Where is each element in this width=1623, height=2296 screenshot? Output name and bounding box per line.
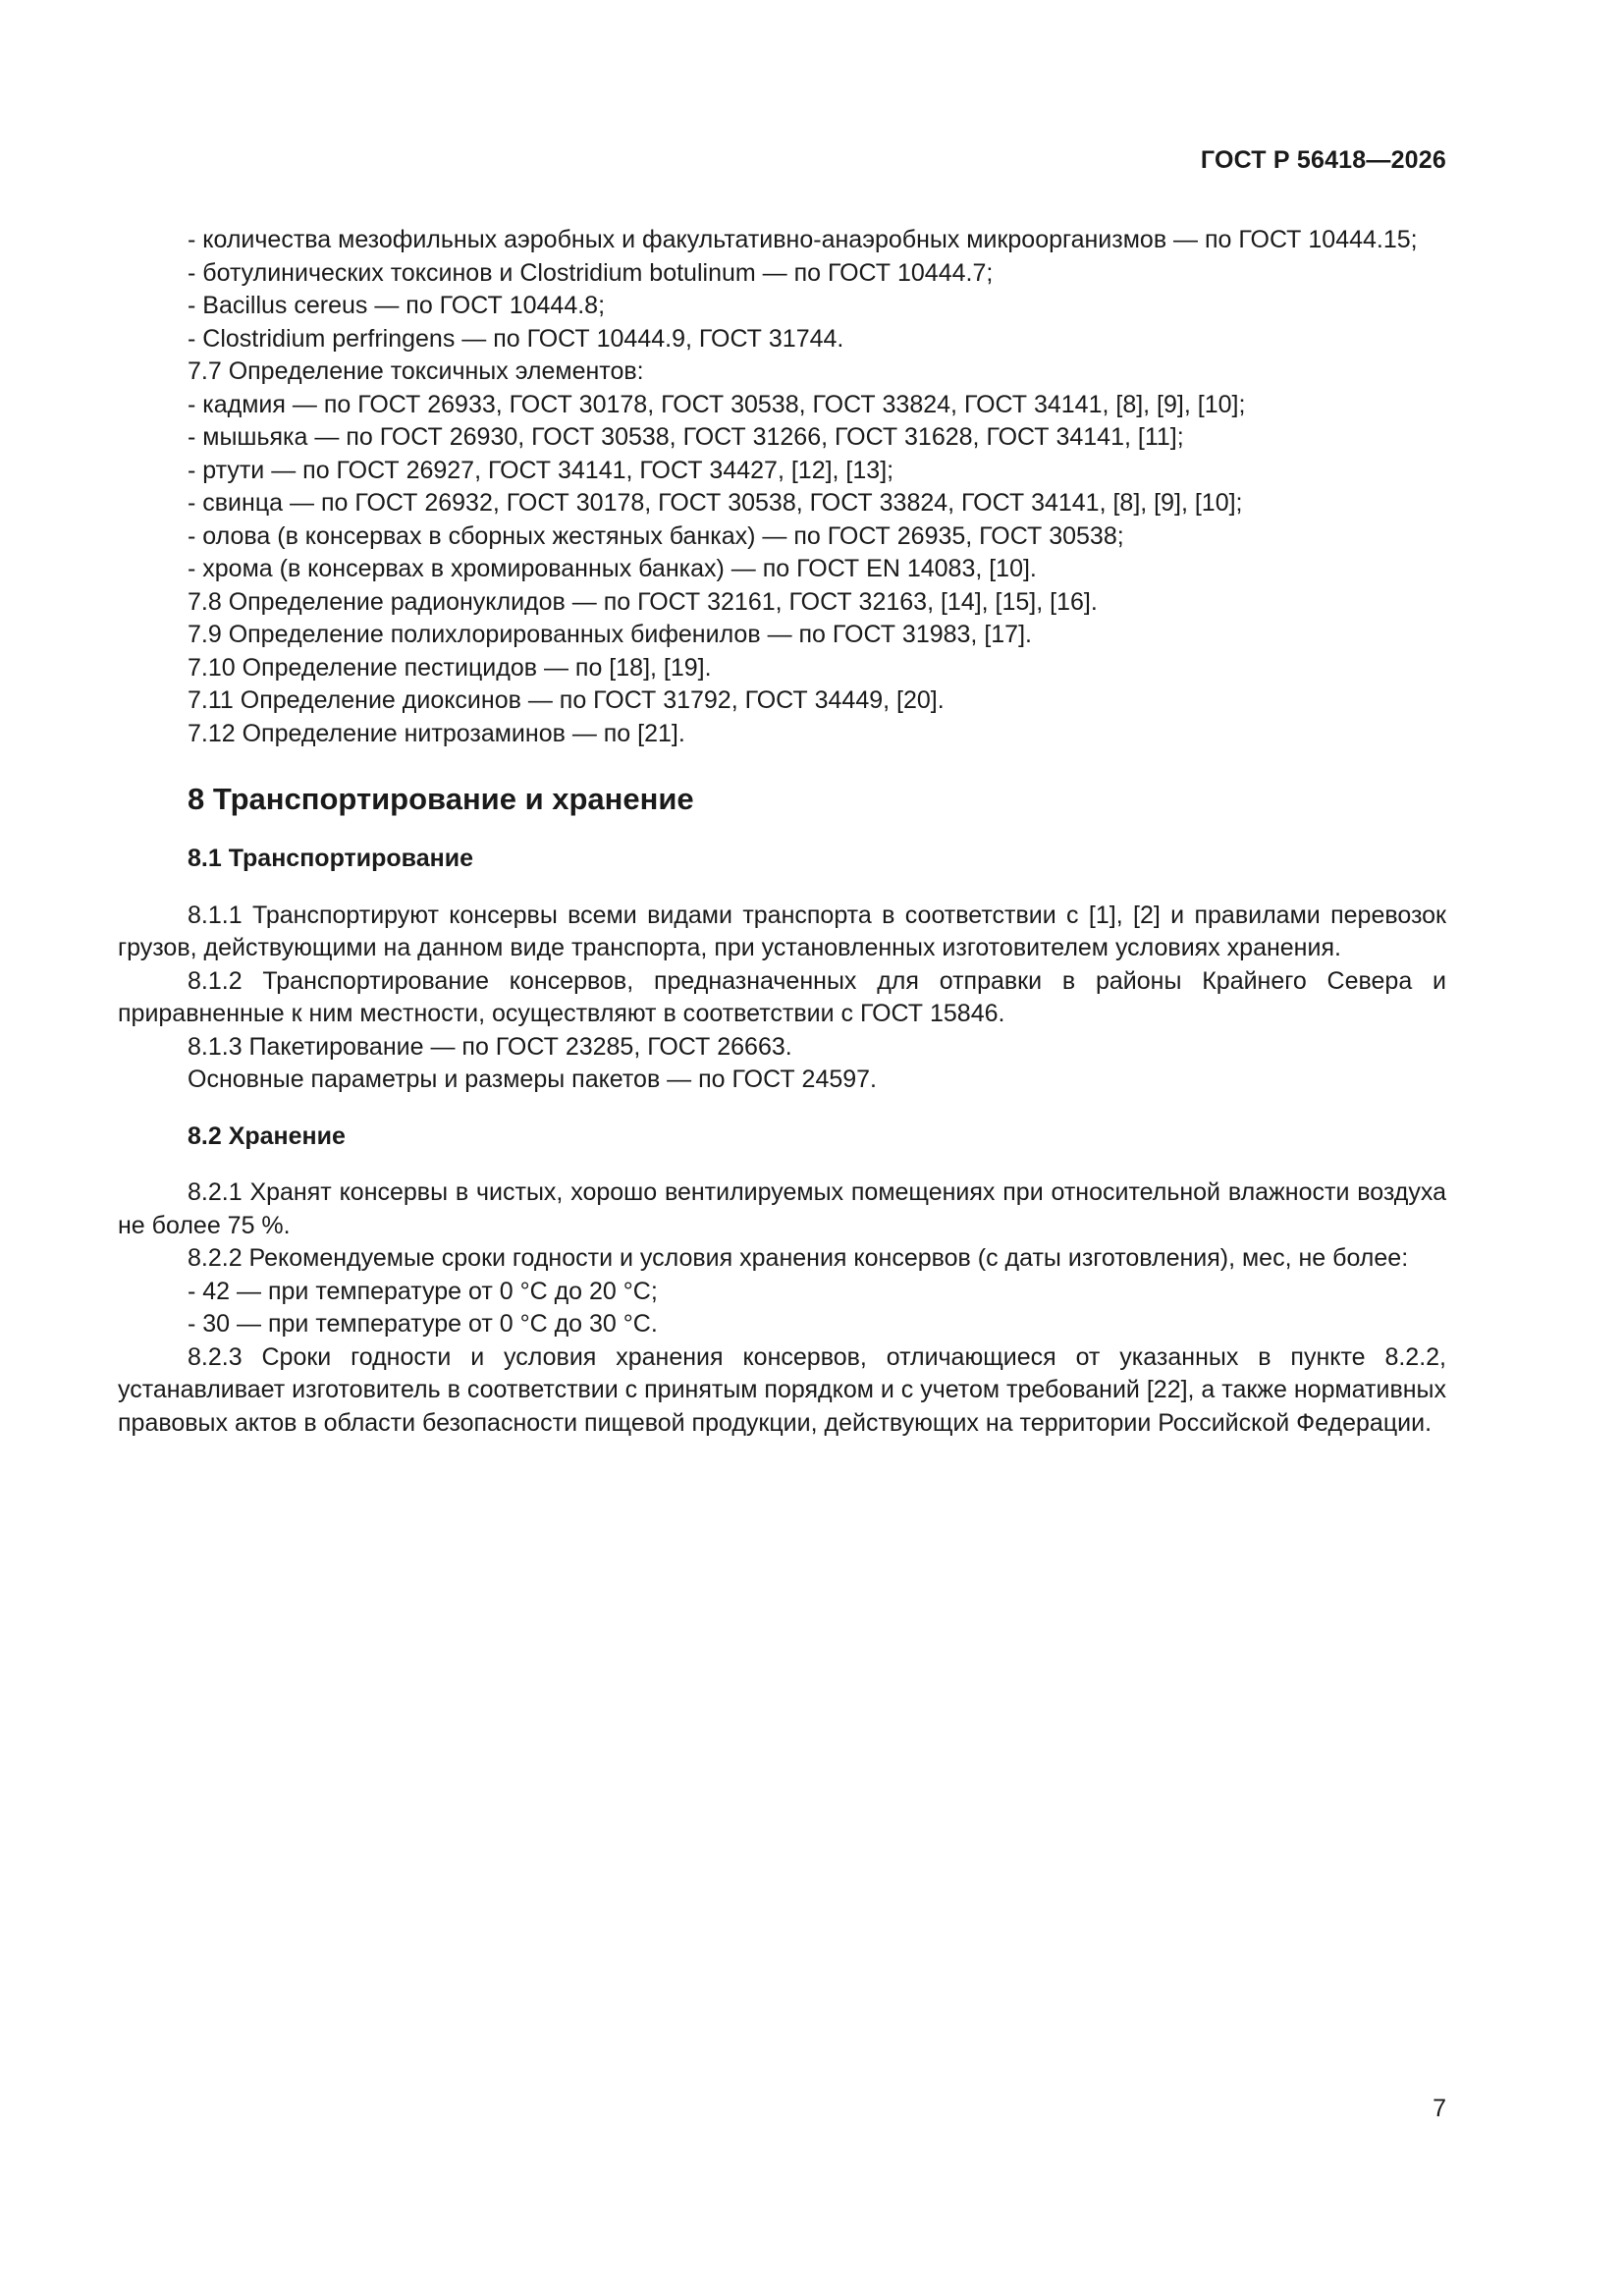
- clause-7-9: 7.9 Определение полихлорированных бифенилов — по ГОСТ 31983, [17].: [188, 621, 1032, 648]
- storage-term-42: - 42 — при температуре от 0 °С до 20 °С;: [188, 1277, 658, 1305]
- document-id-header: ГОСТ Р 56418—2026: [1200, 146, 1446, 174]
- method-item-mesophilic: - количества мезофильных аэробных и факультативно-анаэробных микроорганизмов — по ГОСТ 10444.15;: [188, 226, 1418, 253]
- toxic-item-tin: - олова (в консервах в сборных жестяных банках) — по ГОСТ 26935, ГОСТ 30538;: [188, 521, 1124, 550]
- clause-7-8: 7.8 Определение радионуклидов — по ГОСТ 32161, ГОСТ 32163, [14], [15], [16].: [188, 587, 1098, 616]
- subsection-8-2-heading: 8.2 Хранение: [188, 1121, 346, 1150]
- section-8-heading: 8 Транспортирование и хранение: [188, 782, 694, 816]
- method-item-botulinum: - ботулинических токсинов и Clostridium botulinum — по ГОСТ 10444.7;: [188, 258, 994, 287]
- document-body: [118, 224, 1446, 1440]
- toxic-item-chromium: - хрома (в консервах в хромированных банках) — по ГОСТ EN 14083, [10].: [188, 555, 1037, 582]
- toxic-item-lead: - свинца — по ГОСТ 26932, ГОСТ 30178, ГОСТ 30538, ГОСТ 33824, ГОСТ 34141, [8], [9], [10];: [188, 489, 1243, 517]
- clause-8-2-3: 8.2.3 Сроки годности и условия хранения консервов, отличающиеся от указанных в пункте 8.2.2, устанавливает изготовитель в соответствии с принятым порядком и с учетом требований [22], а также нормативных правовых актов в области безопасности пищевой продукции, действующих на территории Российской Федерации.: [118, 1342, 1446, 1437]
- method-item-bacillus: - Bacillus cereus — по ГОСТ 10444.8;: [188, 292, 606, 319]
- clause-7-10: 7.10 Определение пестицидов — по [18], [19].: [188, 653, 712, 682]
- clause-8-1-3: 8.1.3 Пакетирование — по ГОСТ 23285, ГОСТ 26663.: [188, 1032, 792, 1061]
- clause-8-2-2: 8.2.2 Рекомендуемые сроки годности и условия хранения консервов (с даты изготовления), мес, не более:: [188, 1244, 1409, 1272]
- toxic-item-arsenic: - мышьяка — по ГОСТ 26930, ГОСТ 30538, ГОСТ 31266, ГОСТ 31628, ГОСТ 34141, [11];: [188, 423, 1184, 451]
- clause-7-12: 7.12 Определение нитрозаминов — по [21].: [188, 719, 685, 747]
- method-item-perfringens: - Clostridium perfringens — по ГОСТ 10444.9, ГОСТ 31744.: [188, 324, 844, 353]
- storage-term-30: - 30 — при температуре от 0 °С до 30 °С.: [188, 1310, 658, 1338]
- subsection-8-1-heading: 8.1 Транспортирование: [188, 845, 473, 872]
- clause-8-1-3-parameters: Основные параметры и размеры пакетов — по ГОСТ 24597.: [188, 1066, 878, 1093]
- clause-7-11: 7.11 Определение диоксинов — по ГОСТ 31792, ГОСТ 34449, [20].: [188, 686, 945, 714]
- clause-8-1-2: 8.1.2 Транспортирование консервов, предназначенных для отправки в районы Крайнего Севера и приравненные к ним местности, осуществляют в соответствии с ГОСТ 15846.: [118, 966, 1446, 1027]
- clause-8-2-1: 8.2.1 Хранят консервы в чистых, хорошо вентилируемых помещениях при относительной влажности воздуха не более 75 %.: [118, 1178, 1446, 1239]
- toxic-item-cadmium: - кадмия — по ГОСТ 26933, ГОСТ 30178, ГОСТ 30538, ГОСТ 33824, ГОСТ 34141, [8], [9], [10];: [188, 390, 1246, 418]
- toxic-item-mercury: - ртути — по ГОСТ 26927, ГОСТ 34141, ГОСТ 34427, [12], [13];: [188, 456, 894, 484]
- clause-7-7: 7.7 Определение токсичных элементов:: [188, 357, 644, 385]
- page-number: 7: [1433, 2095, 1446, 2122]
- clause-8-1-1: 8.1.1 Транспортируют консервы всеми видами транспорта в соответствии с [1], [2] и правилами перевозок грузов, действующими на данном виде транспорта, при установленных изготовителем условиях хранения.: [118, 901, 1446, 961]
